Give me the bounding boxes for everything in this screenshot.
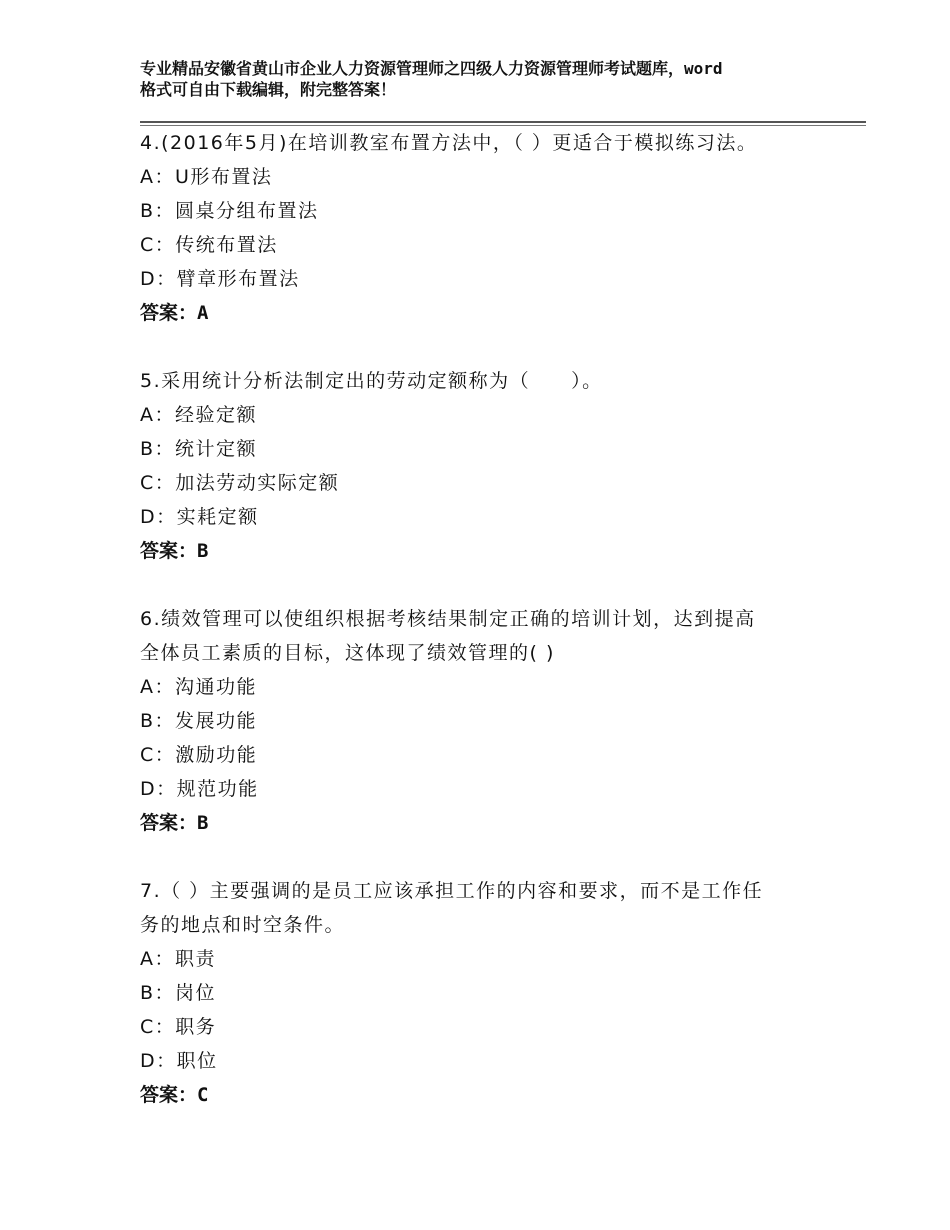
- question-stem-line-1: 7.（ ）主要强调的是员工应该承担工作的内容和要求，而不是工作任: [140, 880, 764, 902]
- question-6: [140, 602, 820, 840]
- option-a: A：经验定额: [140, 404, 257, 426]
- option-b: B：统计定额: [140, 438, 258, 460]
- header-line-2: 格式可自由下载编辑，附完整答案！: [140, 80, 397, 99]
- answer-value: C: [197, 1084, 209, 1106]
- question-stem: 4.(2016年5月)在培训教室布置方法中，（ ）更适合于模拟练习法。: [140, 132, 758, 154]
- option-c: C：传统布置法: [140, 234, 278, 256]
- option-d: D：职位: [140, 1050, 218, 1072]
- question-stem-line-2: 全体员工素质的目标，这体现了绩效管理的( ): [140, 642, 555, 664]
- answer-label: 答案：: [140, 540, 198, 562]
- option-a: A：U形布置法: [140, 166, 273, 188]
- option-c: C：加法劳动实际定额: [140, 472, 340, 494]
- question-stem-line-2: 务的地点和时空条件。: [140, 914, 346, 936]
- question-stem: 5.采用统计分析法制定出的劳动定额称为（ ）。: [140, 370, 603, 392]
- answer-value: B: [197, 540, 209, 562]
- answer-value: B: [197, 812, 209, 834]
- question-5: [140, 364, 820, 568]
- option-d: D：臂章形布置法: [140, 268, 300, 290]
- option-d: D：实耗定额: [140, 506, 259, 528]
- option-c: C：激励功能: [140, 744, 258, 766]
- question-list: [140, 126, 820, 1112]
- answer: [140, 1078, 820, 1112]
- header-line-1: 专业精品安徽省黄山市企业人力资源管理师之四级人力资源管理师考试题库，word: [140, 59, 723, 78]
- option-a: A：职责: [140, 948, 216, 970]
- question-4: [140, 126, 820, 330]
- header-rule: [140, 121, 866, 123]
- question-stem-line-1: 6.绩效管理可以使组织根据考核结果制定正确的培训计划，达到提高: [140, 608, 756, 630]
- question-7: [140, 874, 820, 1112]
- option-a: A：沟通功能: [140, 676, 257, 698]
- option-d: D：规范功能: [140, 778, 259, 800]
- answer-label: 答案：: [140, 302, 198, 324]
- answer: [140, 296, 820, 330]
- answer-value: A: [197, 302, 209, 324]
- option-b: B：岗位: [140, 982, 217, 1004]
- answer: [140, 534, 820, 568]
- option-b: B：发展功能: [140, 710, 258, 732]
- option-c: C：职务: [140, 1016, 217, 1038]
- document-header: [140, 58, 840, 100]
- answer-label: 答案：: [140, 1084, 198, 1106]
- answer-label: 答案：: [140, 812, 198, 834]
- answer: [140, 806, 820, 840]
- option-b: B：圆桌分组布置法: [140, 200, 319, 222]
